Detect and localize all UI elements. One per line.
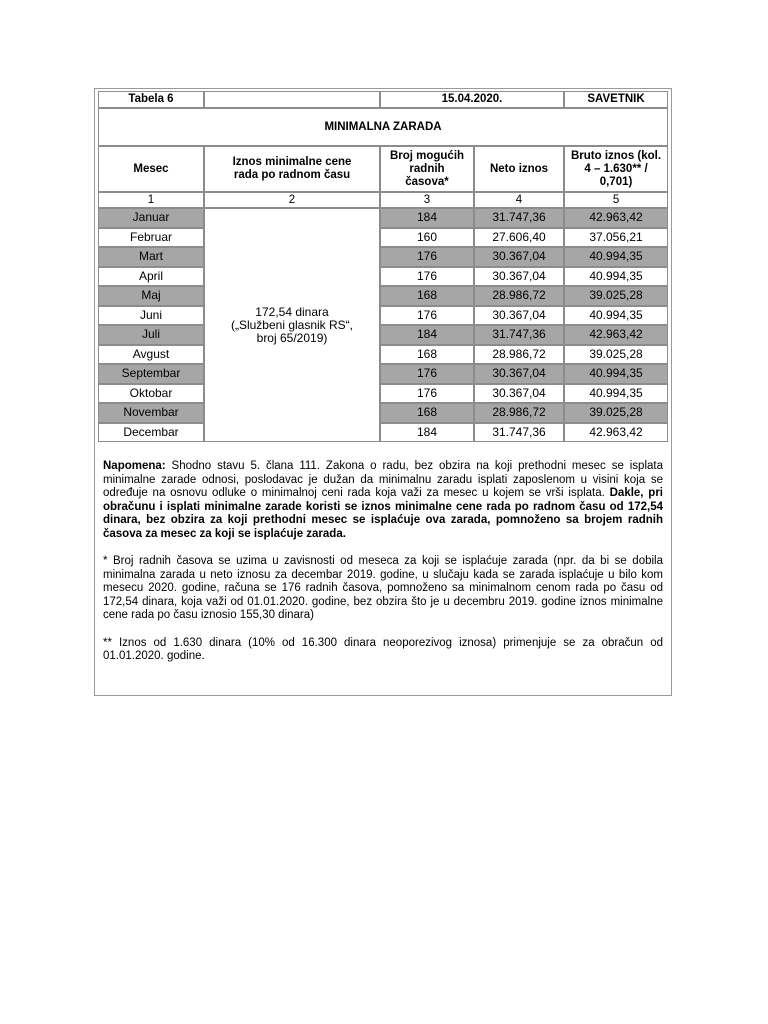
document-sheet: [94, 88, 672, 696]
col-number: 1: [98, 192, 204, 208]
bruto-cell: 40.994,35: [564, 364, 668, 384]
double-star-footnote: ** Iznos od 1.630 dinara (10% od 16.300 dinara neoporezivog iznosa) primenjuje se za obračun od 01.01.2020. godine.: [103, 636, 663, 662]
bruto-cell: 40.994,35: [564, 384, 668, 404]
bruto-cell: 37.056,21: [564, 228, 668, 248]
table-row: [98, 306, 668, 326]
hours-cell: 160: [380, 228, 474, 248]
month-cell: April: [98, 267, 204, 287]
neto-cell: 30.367,04: [474, 364, 564, 384]
column-header-row: [98, 146, 668, 192]
col-number: 3: [380, 192, 474, 208]
col-header-mesec: Mesec: [98, 146, 204, 192]
hours-cell: 176: [380, 247, 474, 267]
table-title: MINIMALNA ZARADA: [98, 108, 668, 146]
napomena-bold-text: Dakle, pri obračunu i isplati minimalne zarade koristi se iznos minimalne cene rada po radnom času od 172,54 dinara, bez obzira za koji prethodni mesec se isplaćuje ova zarada, pomnoženo sa brojem radnih časova za mesec za koji se isplaćuje zarada.: [103, 487, 663, 540]
table-row: [98, 247, 668, 267]
table-row: [98, 345, 668, 365]
month-cell: Decembar: [98, 423, 204, 443]
neto-cell: 31.747,36: [474, 423, 564, 443]
hours-cell: 168: [380, 403, 474, 423]
table-title-row: [98, 108, 668, 146]
bruto-cell: 42.963,42: [564, 423, 668, 443]
neto-cell: 30.367,04: [474, 267, 564, 287]
hours-cell: 184: [380, 423, 474, 443]
table-row: [98, 423, 668, 443]
month-cell: Januar: [98, 208, 204, 228]
table-row: [98, 228, 668, 248]
month-cell: Juli: [98, 325, 204, 345]
hours-cell: 176: [380, 364, 474, 384]
col-header-bruto: Bruto iznos (kol. 4 – 1.630** / 0,701): [564, 146, 668, 192]
table-label: Tabela 6: [98, 91, 204, 108]
table-row: [98, 208, 668, 228]
rate-line: broj 65/2019): [256, 330, 328, 345]
hours-cell: 176: [380, 267, 474, 287]
month-cell: Avgust: [98, 345, 204, 365]
table-row: [98, 364, 668, 384]
neto-cell: 30.367,04: [474, 306, 564, 326]
table-row: [98, 286, 668, 306]
neto-cell: 30.367,04: [474, 384, 564, 404]
month-cell: Juni: [98, 306, 204, 326]
month-cell: Novembar: [98, 403, 204, 423]
table-row: [98, 403, 668, 423]
bruto-cell: 39.025,28: [564, 345, 668, 365]
month-cell: Mart: [98, 247, 204, 267]
bruto-cell: 40.994,35: [564, 267, 668, 287]
star-footnote: * Broj radnih časova se uzima u zavisnosti od meseca za koji se isplaćuje zarada (npr. da bi se dobila minimalna zarada u neto iznosu za decembar 2019. godine, u slučaju kada se zarada isplaćuje u bilo kom mesecu 2020. godine, računa se 176 radnih časova, pomnoženo sa minimalnom cenom rada po času od 172,54 dinara, koja važi od 01.01.2020. godine, bez obzira što je u decembru 2019. godine iznos minimalne cene rada po času iznosio 155,30 dinara): [103, 555, 663, 621]
hours-cell: 168: [380, 345, 474, 365]
neto-cell: 28.986,72: [474, 286, 564, 306]
column-number-row: [98, 192, 668, 208]
hours-cell: 176: [380, 384, 474, 404]
napomena-label: Napomena:: [103, 460, 166, 472]
col-number: 2: [204, 192, 380, 208]
hours-cell: 184: [380, 208, 474, 228]
hours-cell: 184: [380, 325, 474, 345]
bruto-cell: 39.025,28: [564, 403, 668, 423]
neto-cell: 27.606,40: [474, 228, 564, 248]
notes-section: [103, 460, 663, 678]
publication-date: 15.04.2020.: [380, 91, 564, 108]
bruto-cell: 42.963,42: [564, 325, 668, 345]
napomena-text: Shodno stavu 5. člana 111. Zakona o radu, bez obzira na koji prethodni mesec se isplata minimalne zarade odnosi, poslodavac je dužan da minimalnu zaradu isplati zaposlenom u visini koja se određuje na osnovu odluke o minimalnoj ceni rada koja važi za mesec u kojem se vrši isplata.: [103, 460, 663, 499]
neto-cell: 30.367,04: [474, 247, 564, 267]
col-header-iznos: Iznos minimalne cene rada po radnom času: [204, 146, 380, 192]
table-row: [98, 384, 668, 404]
month-cell: Maj: [98, 286, 204, 306]
rate-line: („Službeni glasnik RS“,: [230, 317, 354, 332]
neto-cell: 28.986,72: [474, 345, 564, 365]
col-header-neto: Neto iznos: [474, 146, 564, 192]
col-number: 5: [564, 192, 668, 208]
hours-cell: 168: [380, 286, 474, 306]
bruto-cell: 40.994,35: [564, 306, 668, 326]
month-cell: Septembar: [98, 364, 204, 384]
month-cell: Oktobar: [98, 384, 204, 404]
neto-cell: 31.747,36: [474, 208, 564, 228]
minimum-rate-cell: [204, 208, 380, 442]
minimum-wage-table: [98, 91, 668, 442]
col-number: 4: [474, 192, 564, 208]
col-header-broj: Broj mogućih radnih časova*: [380, 146, 474, 192]
neto-cell: 31.747,36: [474, 325, 564, 345]
table-row: [98, 325, 668, 345]
bruto-cell: 40.994,35: [564, 247, 668, 267]
table-row: [98, 267, 668, 287]
table-header-row: [98, 91, 668, 108]
publisher-name: SAVETNIK: [564, 91, 668, 108]
rate-line: 172,54 dinara: [255, 304, 329, 319]
hours-cell: 176: [380, 306, 474, 326]
neto-cell: 28.986,72: [474, 403, 564, 423]
napomena-paragraph: [103, 460, 663, 541]
month-cell: Februar: [98, 228, 204, 248]
bruto-cell: 42.963,42: [564, 208, 668, 228]
blank-cell: [204, 91, 380, 108]
bruto-cell: 39.025,28: [564, 286, 668, 306]
